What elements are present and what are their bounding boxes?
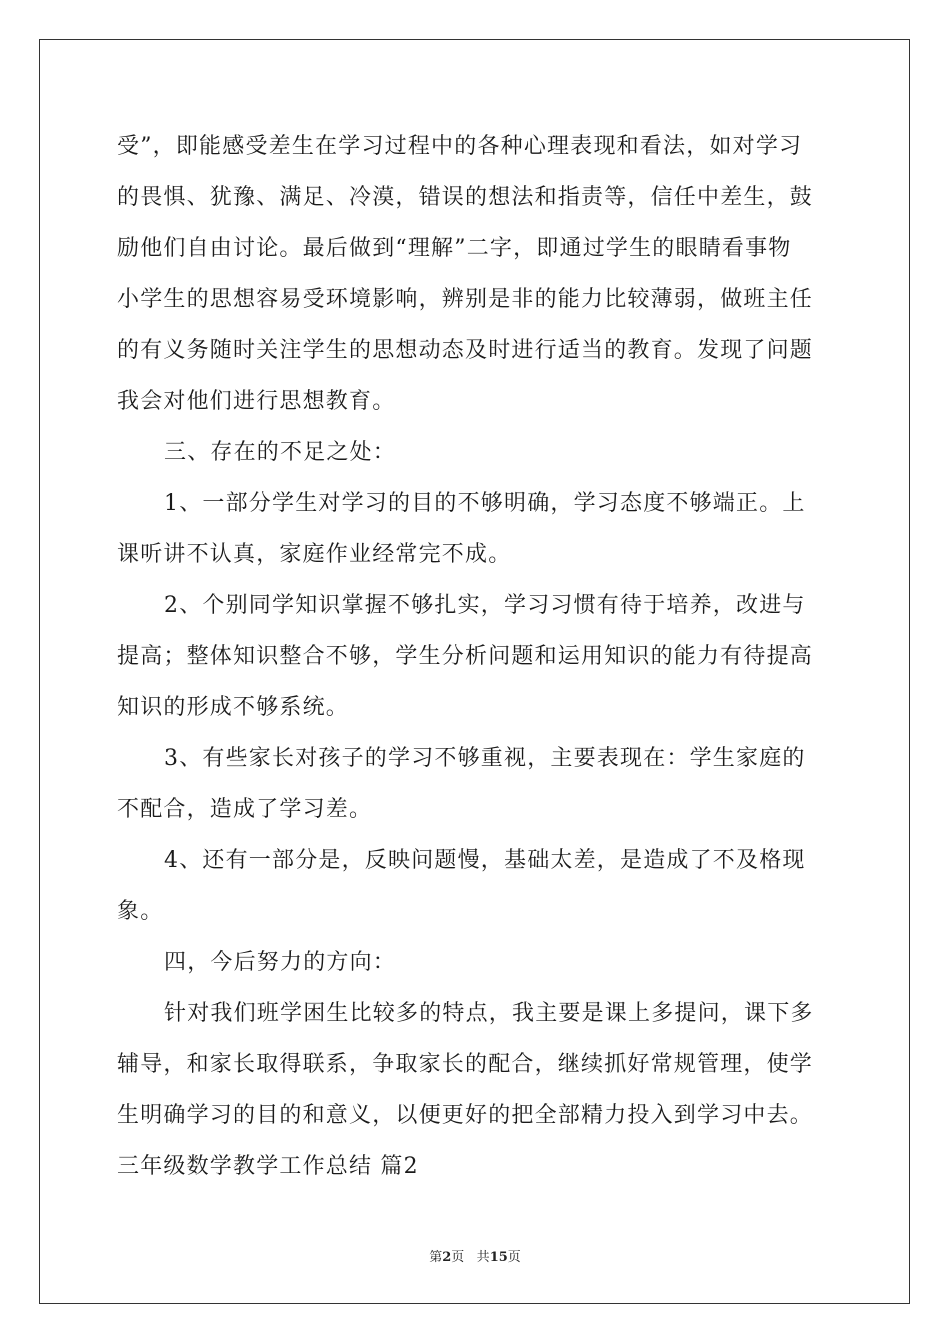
total-suffix: 页	[507, 1250, 521, 1265]
text-line: 知识的形成不够系统。	[117, 695, 350, 720]
text-line: 2、个别同学知识掌握不够扎实，学习习惯有待于培养，改进与	[164, 593, 806, 618]
text-line: 的有义务随时关注学生的思想动态及时进行适当的教育。发现了问题	[117, 338, 814, 363]
total-pages: 15	[489, 1250, 508, 1265]
text-line: 4、还有一部分是，反映问题慢，基础太差，是造成了不及格现	[164, 848, 806, 873]
page-prefix: 第	[429, 1250, 443, 1265]
page-footer	[0, 1246, 950, 1265]
text-line: 励他们自由讨论。最后做到“理解”二字，即通过学生的眼睛看事物	[117, 236, 792, 261]
total-prefix: 共	[476, 1250, 490, 1265]
text-line: 课听讲不认真，家庭作业经常完不成。	[117, 542, 512, 567]
text-line: 3、有些家长对孩子的学习不够重视，主要表现在：学生家庭的	[164, 746, 806, 771]
page-suffix: 页	[451, 1250, 465, 1265]
text-line: 象。	[117, 899, 164, 924]
text-line: 小学生的思想容易受环境影响，辨别是非的能力比较薄弱，做班主任	[117, 287, 814, 312]
text-line: 辅导，和家长取得联系，争取家长的配合，继续抓好常规管理，使学	[117, 1052, 814, 1077]
text-line: 受”，即能感受差生在学习过程中的各种心理表现和看法，如对学习	[117, 134, 803, 159]
text-line: 提高；整体知识整合不够，学生分析问题和运用知识的能力有待提高	[117, 644, 814, 669]
text-line: 不配合，造成了学习差。	[117, 797, 373, 822]
document-body	[117, 121, 835, 1192]
text-line: 我会对他们进行思想教育。	[117, 389, 396, 414]
text-line: 的畏惧、犹豫、满足、冷漠，错误的想法和指责等，信任中差生，鼓	[117, 185, 814, 210]
section-heading: 四，今后努力的方向：	[164, 950, 397, 975]
page-number: 2	[442, 1250, 452, 1265]
text-line: 1、一部分学生对学习的目的不够明确，学习态度不够端正。上	[164, 491, 806, 516]
article-title: 三年级数学教学工作总结 篇2	[117, 1154, 419, 1179]
text-line: 生明确学习的目的和意义，以便更好的把全部精力投入到学习中去。	[117, 1103, 814, 1128]
section-heading: 三、存在的不足之处：	[164, 440, 397, 465]
text-line: 针对我们班学困生比较多的特点，我主要是课上多提问，课下多	[164, 1001, 814, 1026]
